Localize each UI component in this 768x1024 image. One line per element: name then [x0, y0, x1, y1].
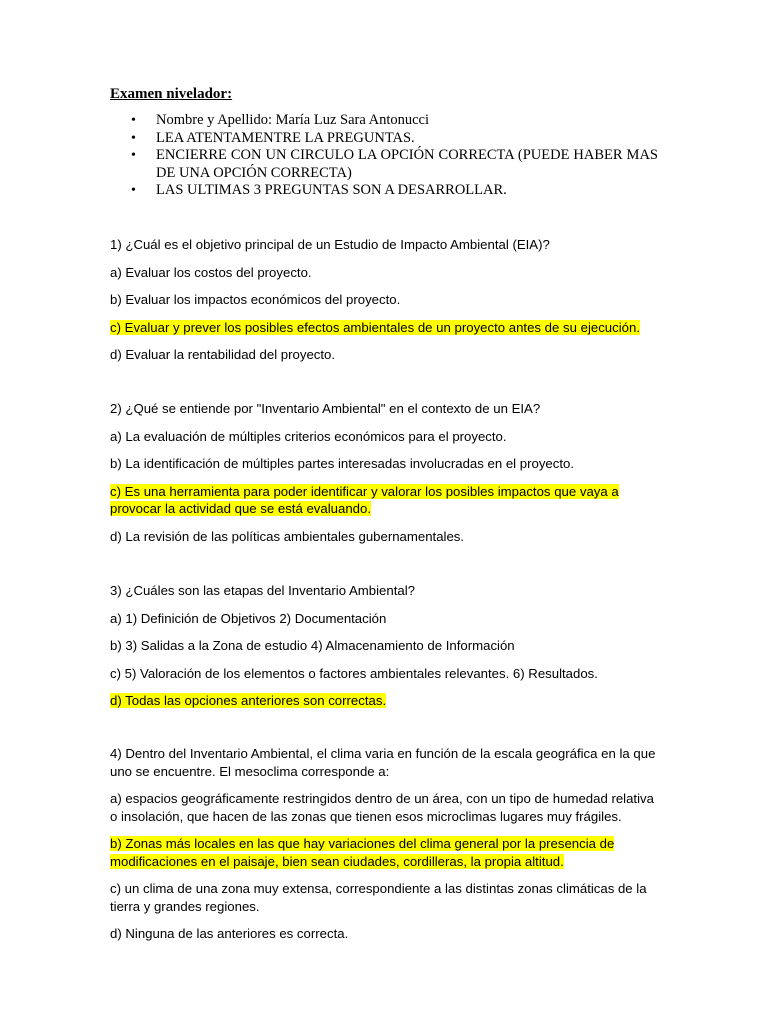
option-text: a) La evaluación de múltiples criterios económicos para el proyecto. — [110, 428, 507, 444]
highlighted-option-text: b) Zonas más locales en las que hay variaciones del clima general por la presencia de modificaciones en el paisaje, bien sean ciudades, cordilleras, la propia altitud. — [110, 836, 615, 869]
highlighted-option-text: d) Todas las opciones anteriores son correctas. — [110, 693, 387, 708]
option-text: d) Ninguna de las anteriores es correcta. — [110, 926, 349, 941]
option-text: b) Evaluar los impactos económicos del proyecto. — [110, 292, 401, 307]
option-a — [110, 264, 660, 282]
option-text: c) 5) Valoración de los elementos o factores ambientales relevantes. 6) Resultados. — [110, 665, 598, 681]
question-stem-text: 4) Dentro del Inventario Ambiental, el clima varia en función de la escala geográfica en la que uno se encuentre. El mesoclima corresponde a: — [110, 746, 656, 779]
question-3 — [110, 582, 660, 720]
option-b — [110, 637, 660, 655]
option-text: a) Evaluar los costos del proyecto. — [110, 264, 312, 280]
option-a — [110, 790, 660, 825]
option-text: b) 3) Salidas a la Zona de estudio 4) Almacenamiento de Información — [110, 638, 515, 653]
option-a — [110, 610, 660, 628]
option-text: d) Evaluar la rentabilidad del proyecto. — [110, 347, 336, 362]
option-d — [110, 692, 660, 710]
question-stem — [110, 400, 660, 418]
question-stem — [110, 236, 660, 254]
option-c — [110, 665, 660, 683]
option-d — [110, 346, 660, 364]
instruction-item: • ENCIERRE CON UN CIRCULO LA OPCIÓN CORRECTA (PUEDE HABER MAS DE UNA OPCIÓN CORRECTA) — [110, 147, 658, 182]
option-a — [110, 428, 660, 446]
question-stem-text: 3) ¿Cuáles son las etapas del Inventario Ambiental? — [110, 583, 415, 598]
question-stem-text: 2) ¿Qué se entiende por "Inventario Ambiental" en el contexto de un EIA? — [110, 401, 541, 416]
instruction-item: • LAS ULTIMAS 3 PREGUNTAS SON A DESARROLLAR. — [110, 182, 658, 200]
question-2 — [110, 400, 660, 555]
question-stem — [110, 582, 660, 600]
question-stem-text: 1) ¿Cuál es el objetivo principal de un Estudio de Impacto Ambiental (EIA)? — [110, 237, 550, 252]
instruction-item: • Nombre y Apellido: María Luz Sara Antonucci — [110, 112, 658, 130]
option-d — [110, 528, 660, 546]
option-c — [110, 880, 660, 915]
option-text: c) un clima de una zona muy extensa, correspondiente a las distintas zonas climáticas de la tierra y grandes regiones. — [110, 881, 647, 914]
option-b — [110, 455, 660, 473]
option-text: d) La revisión de las políticas ambientales gubernamentales. — [110, 528, 465, 544]
highlighted-option-text: c) Evaluar y prever los posibles efectos ambientales de un proyecto antes de su ejecución. — [110, 319, 640, 335]
option-text: a) 1) Definición de Objetivos 2) Documentación — [110, 610, 387, 626]
highlighted-option-text: c) Es una herramienta para poder identificar y valorar los posibles impactos que vaya a provocar la actividad que se está evaluando. — [110, 483, 619, 516]
question-4 — [110, 745, 660, 953]
option-b — [110, 291, 660, 309]
option-c — [110, 483, 660, 518]
option-b — [110, 835, 660, 870]
exam-title: Examen nivelador: — [110, 86, 233, 102]
instruction-item: • LEA ATENTAMENTRE LA PREGUNTAS. — [110, 130, 658, 148]
option-text: a) espacios geográficamente restringidos dentro de un área, con un tipo de humedad relativa o insolación, que hacen de las zonas que tienen esos microclimas lugares muy frágiles. — [110, 791, 654, 824]
instructions-list — [110, 112, 658, 200]
option-d — [110, 925, 660, 943]
option-c — [110, 319, 660, 337]
question-stem — [110, 745, 660, 780]
question-1 — [110, 236, 660, 374]
option-text: b) La identificación de múltiples partes interesadas involucradas en el proyecto. — [110, 456, 575, 471]
